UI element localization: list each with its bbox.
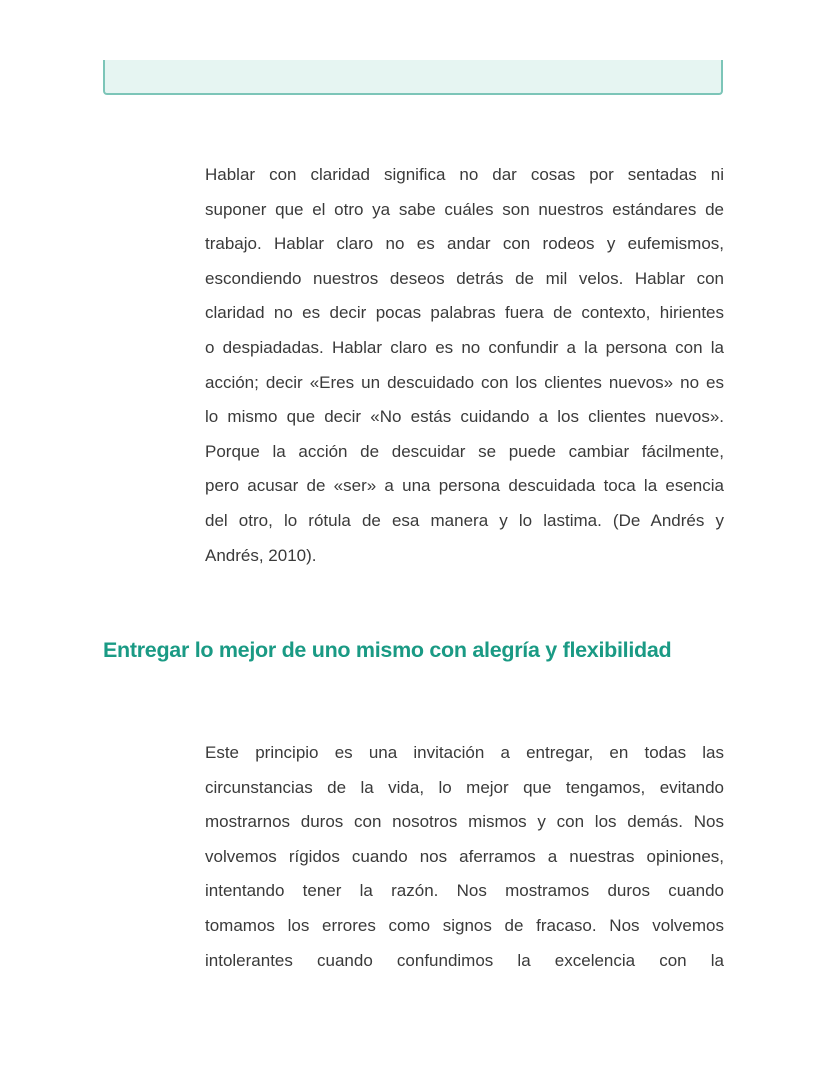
text-line: Este principio es una invitación a entregar, en todas las [205, 743, 724, 762]
text-line: Porque la acción de descuidar se puede cambiar fácilmente, [205, 441, 724, 461]
section-heading: Entregar lo mejor de uno mismo con alegría y flexibilidad [103, 638, 672, 662]
text-line: trabajo. Hablar claro no es andar con rodeos y eufemismos, [205, 234, 724, 254]
text-line: Andrés, 2010). [205, 545, 317, 565]
text-line: mostrarnos duros con nosotros mismos y con los demás. Nos [205, 812, 724, 832]
text-line: suponer que el otro ya sabe cuáles son nuestros estándares de [205, 199, 724, 219]
paragraph-2 [205, 736, 724, 978]
text-line: acción; decir «Eres un descuidado con los clientes nuevos» no es [205, 372, 724, 392]
text-line: lo mismo que decir «No estás cuidando a los clientes nuevos». [205, 407, 724, 427]
text-line: circunstancias de la vida, lo mejor que tengamos, evitando [205, 777, 724, 797]
callout-box-bottom [103, 60, 723, 95]
text-line: intolerantes cuando confundimos la excelencia con la [205, 950, 724, 970]
text-line: escondiendo nuestros deseos detrás de mil velos. Hablar con [205, 268, 724, 288]
text-line: claridad no es decir pocas palabras fuera de contexto, hirientes [205, 303, 724, 323]
text-line: o despiadadas. Hablar claro es no confundir a la persona con la [205, 337, 724, 357]
text-line: pero acusar de «ser» a una persona descuidada toca la esencia [205, 476, 724, 496]
text-line: del otro, lo rótula de esa manera y lo lastima. (De Andrés y [205, 510, 724, 530]
text-line: tomamos los errores como signos de fracaso. Nos volvemos [205, 915, 724, 935]
paragraph-1 [205, 158, 724, 573]
text-line: volvemos rígidos cuando nos aferramos a nuestras opiniones, [205, 846, 724, 866]
text-line: Hablar con claridad significa no dar cosas por sentadas ni [205, 165, 724, 184]
text-line: intentando tener la razón. Nos mostramos duros cuando [205, 881, 724, 901]
